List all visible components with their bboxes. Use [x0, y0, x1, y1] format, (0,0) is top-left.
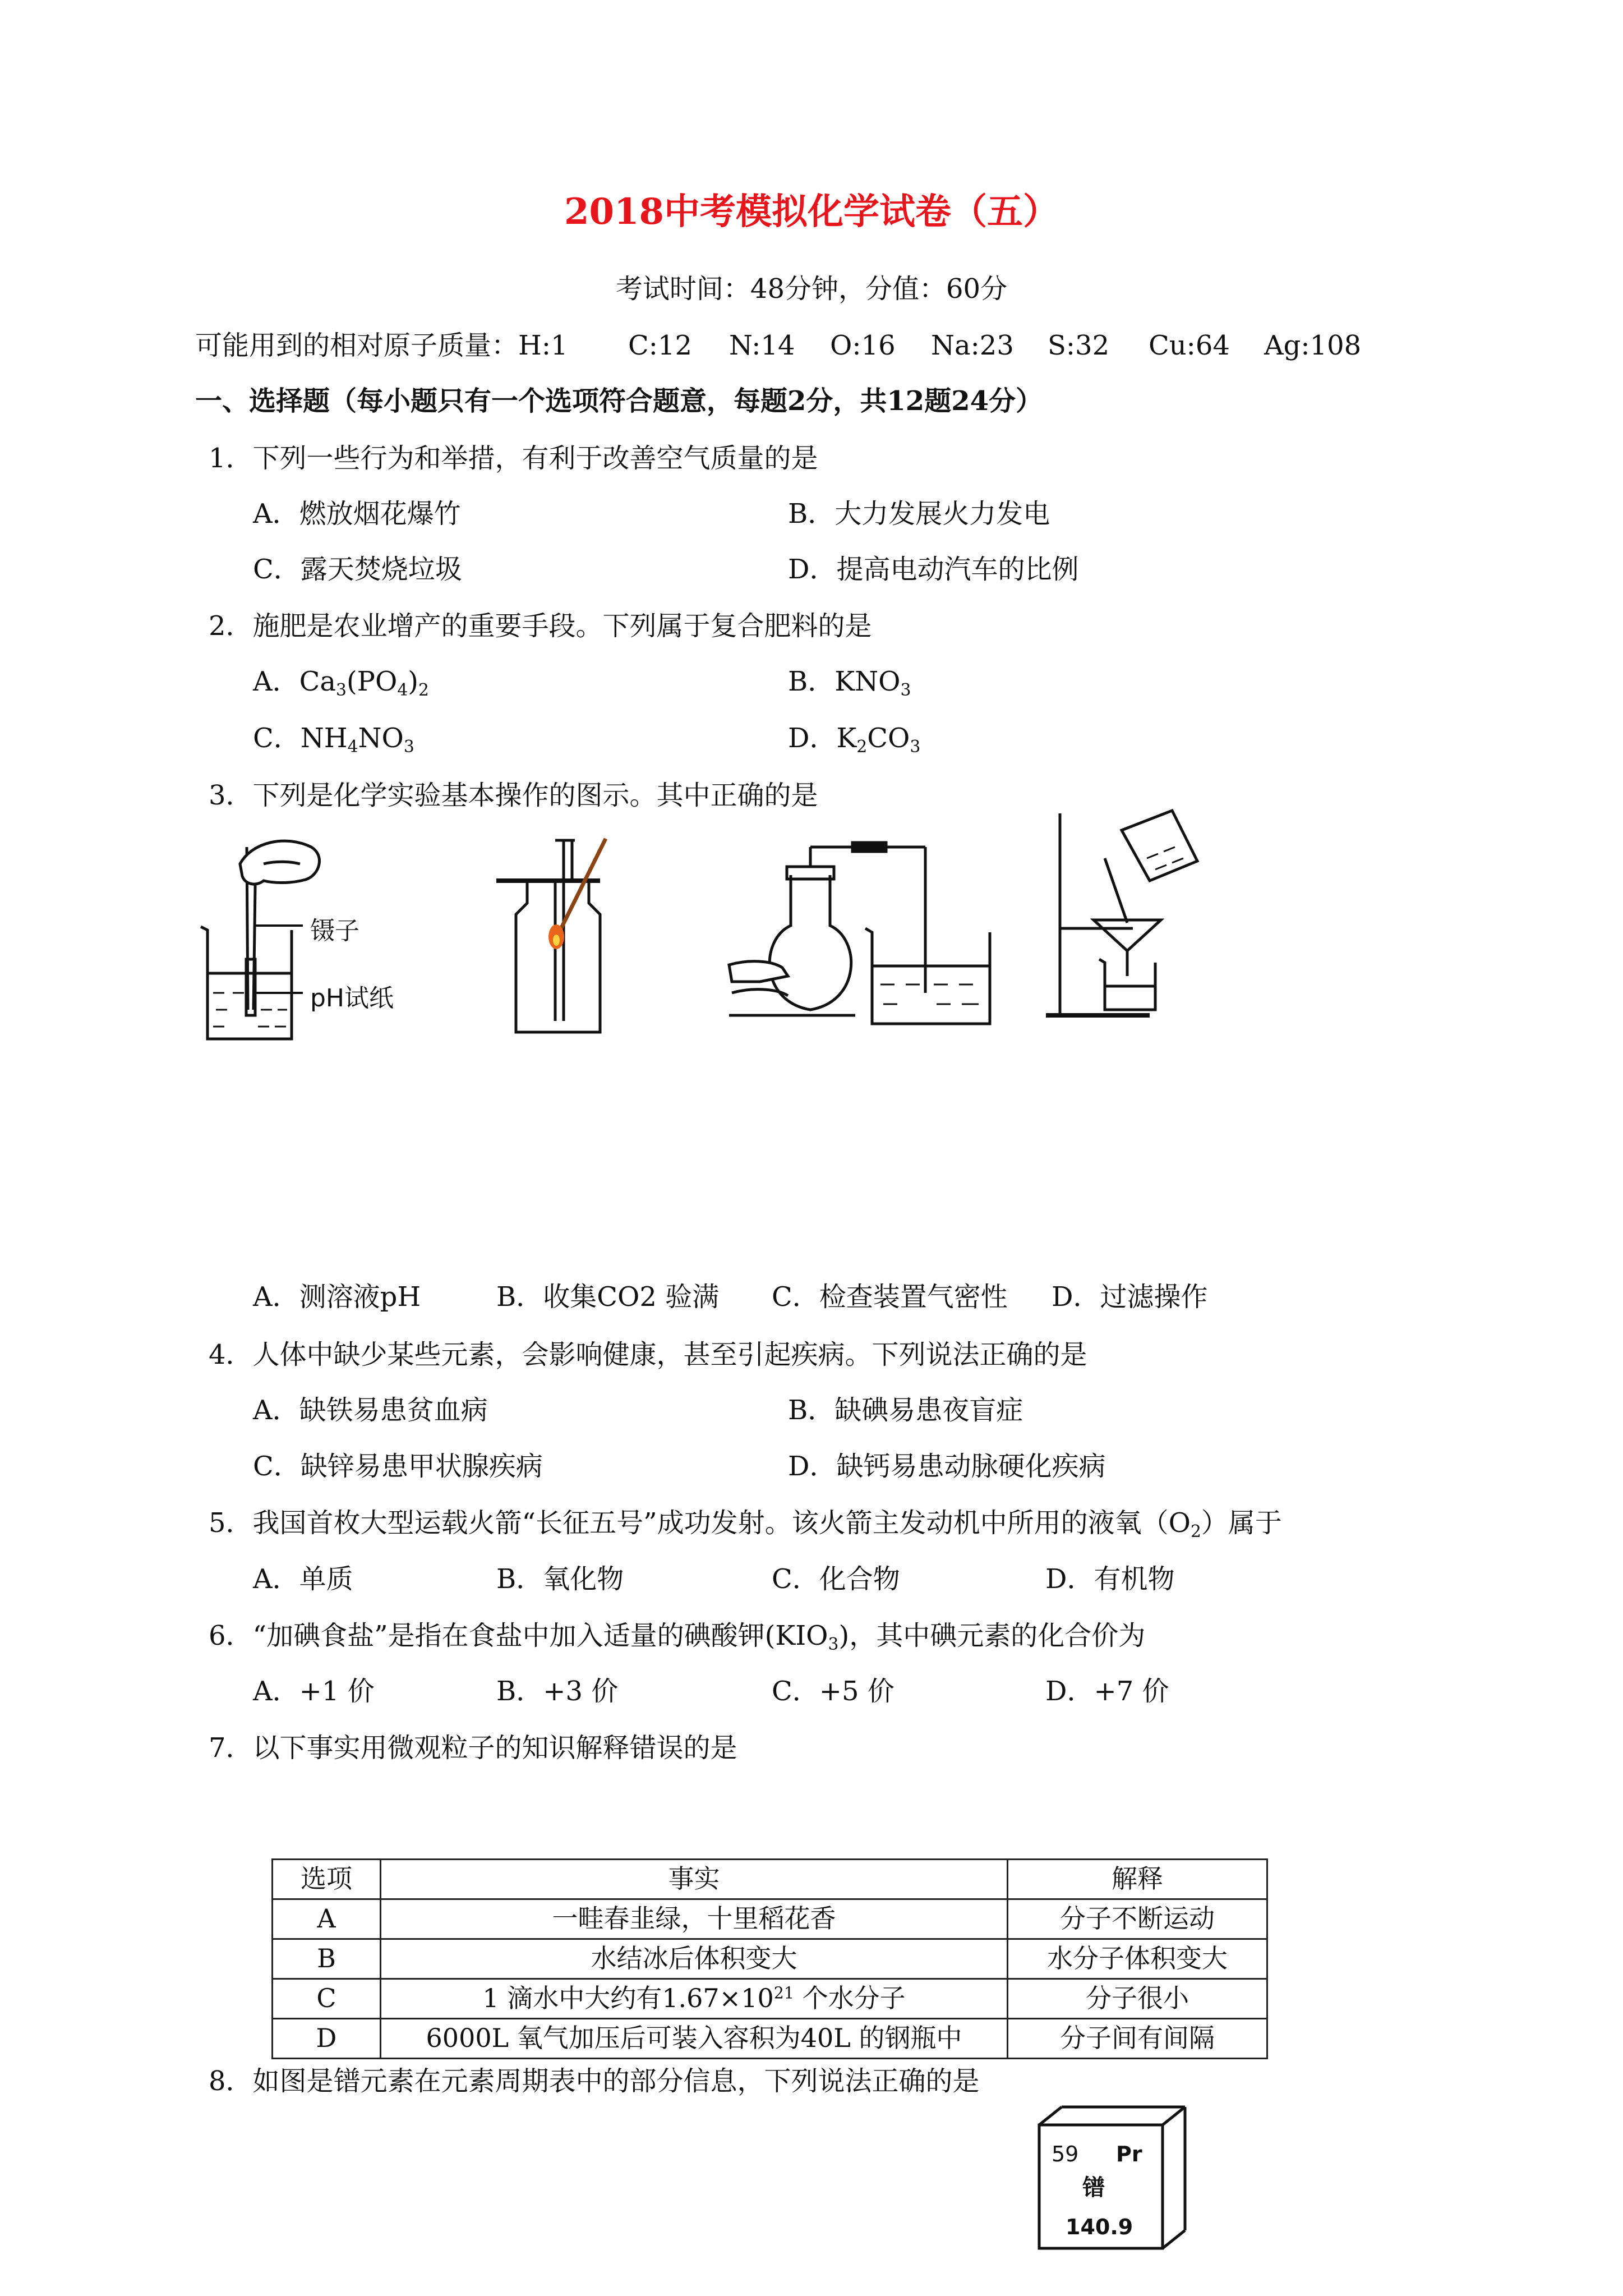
q1-option-a: A．燃放烟花爆竹 [253, 498, 461, 530]
exam-info: 考试时间：48分钟，分值：60分 [615, 273, 1008, 305]
q2-option-d-prefix: D． [788, 723, 837, 754]
q2-option-b-prefix: B． [788, 666, 835, 697]
table-cell-reason: 水分子体积变大 [1008, 1939, 1267, 1979]
table-cell-fact-text: 1 滴水中大约有1.67×10 [482, 1983, 774, 2014]
atomic-mass-na: Na:23 [931, 330, 1014, 361]
atomic-mass-cu: Cu:64 [1149, 330, 1230, 361]
element-atomic-number: 59 [1052, 2142, 1079, 2166]
table-header-fact: 事实 [381, 1860, 1008, 1899]
label-tweezers: 镊子 [310, 917, 359, 945]
atomic-mass-c: C:12 [628, 330, 692, 361]
q4-stem: 4．人体中缺少某些元素，会影响健康，甚至引起疾病。下列说法正确的是 [209, 1339, 1087, 1370]
q2-option-a [253, 666, 429, 698]
q5-stem [209, 1507, 1282, 1540]
atomic-mass-ag: Ag:108 [1264, 330, 1362, 361]
q2-option-d-formula: $K_2CO_3$ [836, 723, 921, 757]
atomic-mass-o: O:16 [830, 330, 896, 361]
q6-option-d: D．+7 价 [1045, 1676, 1169, 1707]
table-row [273, 1939, 1267, 1979]
q1-option-d: D．提高电动汽车的比例 [788, 554, 1079, 585]
q2-stem: 2．施肥是农业增产的重要手段。下列属于复合肥料的是 [209, 610, 872, 642]
q3-option-b: B．收集CO2 验满 [496, 1281, 720, 1313]
element-card-praseodymium [1035, 2102, 1192, 2267]
q5-option-b: B．氧化物 [496, 1563, 624, 1595]
q8-stem: 8．如图是镨元素在元素周期表中的部分信息，下列说法正确的是 [209, 2065, 980, 2097]
figure-filtration [1043, 808, 1206, 1032]
table-cell-fact: 水结冰后体积变大 [381, 1939, 1008, 1979]
atomic-mass-intro: 可能用到的相对原子质量：H:1 [195, 330, 568, 361]
table-cell-option: D [273, 2019, 381, 2059]
q6-option-a: A．+1 价 [253, 1676, 375, 1707]
atomic-mass-n: N:14 [729, 330, 795, 361]
table-cell-fact: 6000L 氧气加压后可装入容积为40L 的钢瓶中 [381, 2019, 1008, 2059]
table-cell-option: B [273, 1939, 381, 1979]
page-title: 2018中考模拟化学试卷（五） [564, 191, 1059, 233]
table-row [273, 2019, 1267, 2059]
q5-stem-text: 5．我国首枚大型运载火箭“长征五号”成功发射。该火箭主发动机中所用的液氧（O [209, 1507, 1191, 1539]
q2-option-d [788, 723, 920, 755]
table-cell-fact: 一畦春韭绿，十里稻花香 [381, 1899, 1008, 1939]
q2-option-a-prefix: A． [253, 666, 299, 697]
q4-option-d: D．缺钙易患动脉硬化疾病 [788, 1451, 1106, 1482]
q2-option-c-prefix: C． [253, 723, 301, 754]
q2-option-c-formula: $NH_4NO_3$ [300, 723, 414, 757]
table-cell-fact-end: 个水分子 [794, 1983, 906, 2014]
table-cell-option: A [273, 1899, 381, 1939]
q4-option-a: A．缺铁易患贫血病 [253, 1395, 488, 1426]
table-cell-option: C [273, 1979, 381, 2019]
label-ph-paper: pH试纸 [310, 984, 394, 1013]
q6-stem-subscript: 3 [828, 1634, 839, 1654]
table-row [273, 1979, 1267, 2019]
element-symbol: Pr [1116, 2142, 1142, 2166]
table-header-reason: 解释 [1008, 1860, 1267, 1899]
q7-table [271, 1858, 1268, 2059]
q5-stem-end: ）属于 [1201, 1507, 1282, 1539]
element-mass: 140.9 [1066, 2215, 1133, 2239]
q4-option-b: B．缺碘易患夜盲症 [788, 1395, 1023, 1426]
element-name: 镨 [1082, 2175, 1105, 2201]
q6-option-c: C．+5 价 [772, 1676, 895, 1707]
q2-option-c [253, 723, 414, 755]
q3-option-d: D．过滤操作 [1052, 1281, 1208, 1313]
q3-option-c: C．检查装置气密性 [772, 1281, 1008, 1313]
q4-option-c: C．缺锌易患甲状腺疾病 [253, 1451, 543, 1482]
element-card-box [1035, 2102, 1192, 2260]
q6-option-b: B．+3 价 [496, 1676, 619, 1707]
q6-stem [209, 1620, 1145, 1653]
q1-option-b: B．大力发展火力发电 [788, 498, 1050, 530]
q1-stem: 1．下列一些行为和举措，有利于改善空气质量的是 [209, 443, 818, 474]
section-header: 一、选择题（每小题只有一个选项符合题意，每题2分，共12题24分） [195, 385, 1043, 417]
table-cell-fact-exponent: 21 [773, 1984, 795, 2003]
table-cell-fact [381, 1979, 1008, 2019]
table-cell-reason: 分子很小 [1008, 1979, 1267, 2019]
figure-measure-ph [191, 830, 421, 1055]
q2-option-a-formula: $Ca_3(PO_4)_2$ [299, 666, 429, 700]
q7-stem: 7．以下事实用微观粒子的知识解释错误的是 [209, 1732, 737, 1764]
q5-option-c: C．化合物 [772, 1563, 900, 1595]
q3-option-a: A．测溶液pH [253, 1281, 421, 1313]
table-header-row [273, 1860, 1267, 1899]
q3-stem: 3．下列是化学实验基本操作的图示。其中正确的是 [209, 780, 818, 811]
q2-option-b [788, 666, 911, 698]
table-cell-reason: 分子间有间隔 [1008, 2019, 1267, 2059]
table-cell-reason: 分子不断运动 [1008, 1899, 1267, 1939]
q6-stem-text: 6．“加碘食盐”是指在食盐中加入适量的碘酸钾(KIO [209, 1620, 828, 1651]
q6-stem-end: )，其中碘元素的化合价为 [838, 1620, 1146, 1651]
table-row [273, 1899, 1267, 1939]
q2-option-b-formula: $KNO_3$ [834, 666, 911, 700]
q5-stem-subscript: 2 [1190, 1521, 1201, 1542]
table-header-option: 选项 [273, 1860, 381, 1899]
q5-option-d: D．有机物 [1045, 1563, 1175, 1595]
q5-option-a: A．单质 [253, 1563, 353, 1595]
figure-co2-check [494, 836, 623, 1038]
q1-option-c: C．露天焚烧垃圾 [253, 554, 462, 585]
atomic-mass-s: S:32 [1048, 330, 1110, 361]
figure-airtight-check [726, 813, 1040, 1038]
